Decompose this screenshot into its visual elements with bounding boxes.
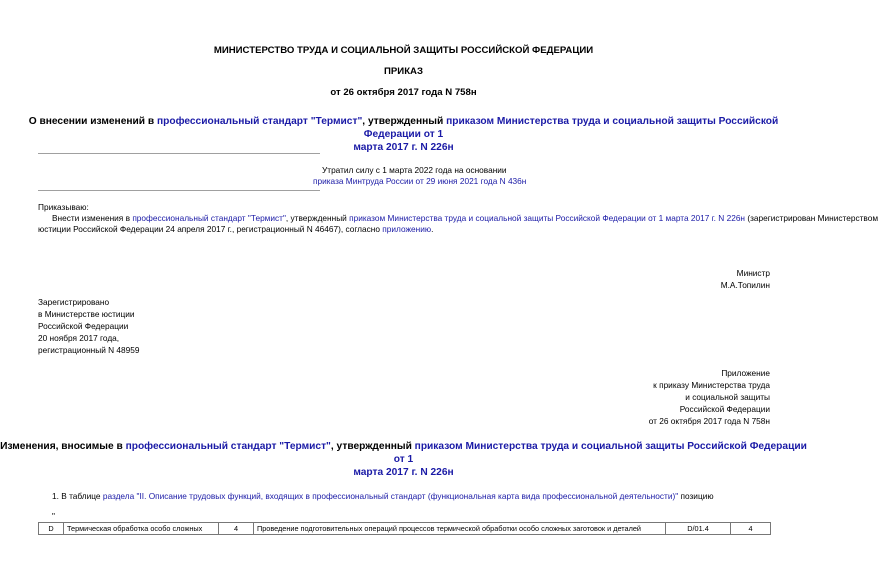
prikazyvayu-label: Приказываю: <box>38 202 89 212</box>
title-text-1: О внесении изменений в <box>28 116 157 127</box>
table-cell: Проведение подготовительных операций процессов термической обработки особо сложных заготовок и деталей <box>254 523 666 535</box>
appendix-line: к приказу Министерства труда <box>653 380 770 390</box>
function-table <box>38 522 771 535</box>
status-link[interactable]: приказа Минтруда России от 29 июня 2021 года N 436н <box>313 176 527 186</box>
p1-order-link[interactable]: приказом Министерства труда и социальной защиты Российской Федерации от 1 марта 2017 г. N 226н <box>349 213 746 223</box>
registration-block <box>38 296 140 356</box>
item-1-section-link[interactable]: раздела "II. Описание трудовых функций, входящих в профессиональный стандарт (функциональная карта вида профессиональной деятельности)" <box>102 491 679 501</box>
table-row <box>39 523 771 535</box>
changes-order-link[interactable]: приказом Министерства труда и социальной защиты Российской Федерации от 1 <box>393 441 807 465</box>
changes-order-link-cont[interactable]: марта 2017 г. N 226н <box>353 467 454 478</box>
changes-text-2: , утвержденный <box>330 441 415 452</box>
registration-line: регистрационный N 48959 <box>38 345 140 355</box>
table-cell: 4 <box>731 523 771 535</box>
appendix-line: Приложение <box>721 368 770 378</box>
p1-text-c: (зарегистрирован Министерством <box>745 213 878 223</box>
status-text: Утратил силу с 1 марта 2022 года на основании <box>322 165 507 175</box>
appendix-line: Российской Федерации <box>679 404 770 414</box>
table-cell: 4 <box>219 523 254 535</box>
doc-type-heading: ПРИКАЗ <box>384 66 423 77</box>
registration-line: Зарегистрировано <box>38 297 110 307</box>
changes-standard-link[interactable]: профессиональный стандарт "Термист" <box>125 441 331 452</box>
p1-text-end: . <box>431 224 434 234</box>
p1-appendix-link[interactable]: приложению <box>382 224 432 234</box>
divider-bottom <box>38 190 320 191</box>
signature-block <box>721 267 770 291</box>
appendix-line: от 26 октября 2017 года N 758н <box>648 416 770 426</box>
p1-text-d: юстиции Российской Федерации 24 апреля 2017 г., регистрационный N 46467), согласно <box>38 224 383 234</box>
changes-title <box>0 440 807 479</box>
divider-top <box>38 153 320 154</box>
p1-text-a: Внести изменения в <box>52 213 133 223</box>
signature-name: М.А.Топилин <box>720 280 770 290</box>
appendix-line: и социальной защиты <box>685 392 770 402</box>
table-cell: D/01.4 <box>666 523 731 535</box>
p1-standard-link[interactable]: профессиональный стандарт "Термист" <box>132 213 286 223</box>
registration-line: Российской Федерации <box>38 321 129 331</box>
order-title <box>0 115 807 154</box>
item-1-suffix: позицию <box>678 491 714 501</box>
appendix-block <box>649 367 770 427</box>
changes-text-1: Изменения, вносимые в <box>0 441 126 452</box>
title-order-link-cont[interactable]: марта 2017 г. N 226н <box>353 142 454 153</box>
item-1-prefix: 1. В таблице <box>52 491 103 501</box>
paragraph-1-line-2 <box>38 223 433 235</box>
quote-mark: " <box>52 511 55 521</box>
table-cell: D <box>39 523 64 535</box>
p1-text-b: , утвержденный <box>285 213 350 223</box>
title-text-2: , утвержденный <box>362 116 447 127</box>
item-1 <box>52 490 714 502</box>
table-cell: Термическая обработка особо сложных <box>64 523 219 535</box>
order-date-number: от 26 октября 2017 года N 758н <box>330 87 477 98</box>
registration-line: в Министерстве юстиции <box>38 309 135 319</box>
title-order-link[interactable]: приказом Министерства труда и социальной защиты Российской Федерации от 1 <box>363 116 779 140</box>
signature-position: Министр <box>736 268 770 278</box>
registration-line: 20 ноября 2017 года, <box>38 333 120 343</box>
ministry-heading: МИНИСТЕРСТВО ТРУДА И СОЦИАЛЬНОЙ ЗАЩИТЫ РОССИЙСКОЙ ФЕДЕРАЦИИ <box>213 45 594 56</box>
title-standard-link[interactable]: профессиональный стандарт "Термист" <box>156 116 363 127</box>
